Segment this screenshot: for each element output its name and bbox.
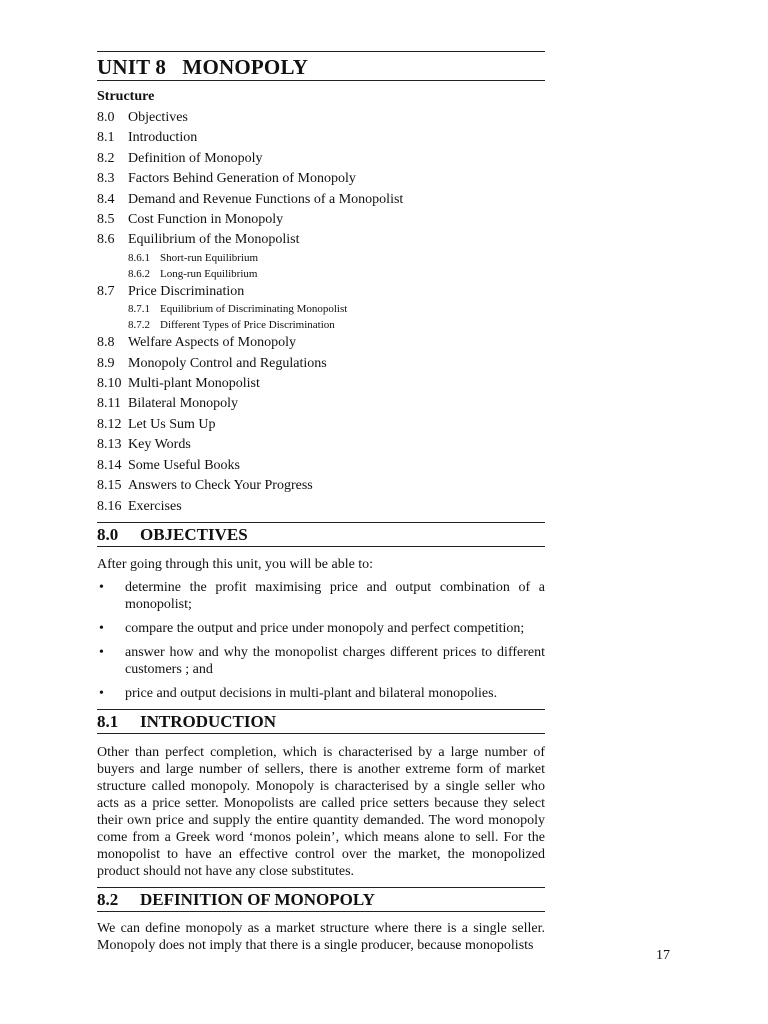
toc-subitem [97, 316, 545, 334]
toc-number: 8.7.2 [128, 319, 150, 332]
section-rule [97, 733, 545, 734]
bullet-icon: • [99, 644, 104, 660]
toc-number: 8.3 [97, 171, 115, 187]
toc-item [97, 497, 545, 517]
bullet-icon: • [99, 620, 104, 636]
toc-label: Multi-plant Monopolist [128, 376, 260, 392]
toc-item [97, 128, 545, 148]
toc-number: 8.6 [97, 232, 115, 248]
toc-item [97, 169, 545, 189]
toc-number: 8.9 [97, 355, 115, 371]
toc-label: Cost Function in Monopoly [128, 212, 284, 228]
definition-heading [97, 888, 545, 911]
section-number: 8.1 [97, 711, 119, 731]
section-number: 8.0 [97, 524, 119, 544]
introduction-body: Other than perfect completion, which is characterised by a large number of buyers and large number of sellers, there is another extreme form of market structure called monopoly. Monopoly is characterised by a single seller who acts as a price setter. Monopolists are called price setters because they select their own price and supply the entire quantity demanded. The word monopoly come from a Greek word ‘monos polein’, which means alone to sell. For the monopolist to have an effective control over the market, the monopolized product should not have any close substitutes. [97, 744, 545, 879]
toc-number: 8.15 [97, 478, 122, 494]
toc-number: 8.5 [97, 212, 115, 228]
introduction-heading [97, 710, 545, 733]
section-title: OBJECTIVES [140, 524, 248, 544]
toc-number: 8.16 [97, 498, 122, 514]
toc-number: 8.12 [97, 416, 122, 432]
list-item [97, 579, 545, 613]
toc-label: Different Types of Price Discrimination [160, 319, 335, 332]
toc-item [97, 108, 545, 128]
toc-label: Equilibrium of Discriminating Monopolist [160, 303, 348, 316]
toc-label: Short-run Equilibrium [160, 251, 259, 264]
list-item [97, 685, 545, 702]
toc-number: 8.8 [97, 335, 115, 351]
toc-label: Bilateral Monopoly [128, 396, 239, 412]
toc-item [97, 476, 545, 496]
bullet-text: compare the output and price under monopoly and perfect competition; [125, 620, 525, 636]
toc-label: Let Us Sum Up [128, 416, 216, 432]
toc-subitem [97, 265, 545, 283]
toc-label: Demand and Revenue Functions of a Monopolist [128, 191, 404, 207]
toc-number: 8.6.1 [128, 251, 150, 264]
bullet-text: determine the profit maximising price and output combination of a monopolist; [125, 579, 545, 612]
definition-body: We can define monopoly as a market structure where there is a single seller. Monopoly does not imply that there is a single producer, because monopolists [97, 920, 545, 953]
toc-label: Some Useful Books [128, 457, 240, 473]
toc-label: Long-run Equilibrium [160, 267, 258, 280]
toc-item [97, 354, 545, 374]
toc-item [97, 210, 545, 230]
toc-number: 8.13 [97, 437, 122, 453]
bullet-text: answer how and why the monopolist charges different prices to different customers ; and [125, 644, 545, 677]
list-item [97, 644, 545, 678]
toc-item [97, 415, 545, 435]
toc-label: Key Words [128, 437, 191, 453]
title-rule [97, 80, 545, 81]
page-number: 17 [656, 948, 670, 963]
toc-item [97, 333, 545, 353]
toc-number: 8.6.2 [128, 267, 150, 280]
toc-number: 8.2 [97, 150, 115, 166]
bullet-icon: • [99, 579, 104, 595]
toc-item [97, 374, 545, 394]
toc-label: Monopoly Control and Regulations [128, 355, 327, 371]
toc-number: 8.7 [97, 283, 115, 299]
bullet-text: price and output decisions in multi-plant and bilateral monopolies. [125, 685, 498, 701]
toc-label: Price Discrimination [128, 283, 245, 299]
list-item [97, 620, 545, 637]
toc-number: 8.1 [97, 130, 115, 146]
toc-item [97, 282, 545, 302]
bullet-icon: • [99, 685, 104, 701]
toc-item [97, 230, 545, 250]
toc-number: 8.14 [97, 457, 122, 473]
document-page [97, 51, 545, 954]
toc-label: Definition of Monopoly [128, 150, 263, 166]
table-of-contents [97, 108, 545, 517]
unit-title: UNIT 8 MONOPOLY [97, 55, 309, 79]
toc-label: Answers to Check Your Progress [128, 478, 313, 494]
toc-item [97, 394, 545, 414]
toc-number: 8.0 [97, 110, 115, 125]
structure-label: Structure [97, 89, 155, 104]
section-number: 8.2 [97, 889, 119, 909]
toc-item [97, 456, 545, 476]
objectives-heading [97, 523, 545, 546]
toc-label: Exercises [128, 498, 182, 514]
section-title: DEFINITION OF MONOPOLY [140, 889, 375, 909]
toc-item [97, 149, 545, 169]
objectives-intro: After going through this unit, you will be able to: [97, 556, 374, 572]
toc-label: Welfare Aspects of Monopoly [128, 335, 296, 351]
section-rule [97, 546, 545, 547]
toc-number: 8.10 [97, 376, 122, 392]
toc-number: 8.7.1 [128, 303, 150, 316]
toc-number: 8.4 [97, 191, 115, 207]
toc-label: Factors Behind Generation of Monopoly [128, 171, 356, 187]
toc-item [97, 435, 545, 455]
toc-label: Objectives [128, 110, 188, 125]
objectives-list [97, 579, 545, 702]
toc-number: 8.11 [97, 396, 121, 412]
toc-label: Equilibrium of the Monopolist [128, 232, 300, 248]
toc-label: Introduction [128, 130, 198, 146]
section-rule [97, 911, 545, 912]
section-title: INTRODUCTION [140, 711, 277, 731]
toc-item [97, 190, 545, 210]
